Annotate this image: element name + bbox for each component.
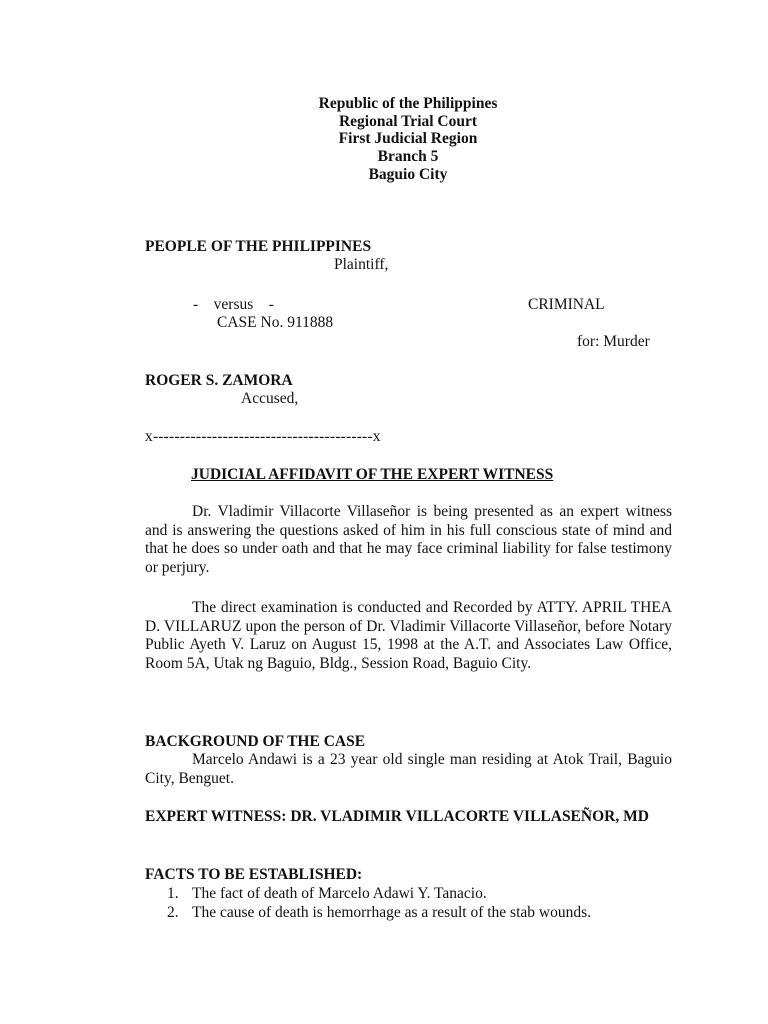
document-title: JUDICIAL AFFIDAVIT OF THE EXPERT WITNESS xyxy=(191,466,554,483)
header-city: Baguio City xyxy=(368,166,448,183)
list-item-number: 2. xyxy=(167,903,179,921)
expert-witness-heading: EXPERT WITNESS: DR. VLADIMIR VILLACORTE VILLASEÑOR, MD xyxy=(145,808,649,825)
accused-role: Accused, xyxy=(241,390,299,407)
list-item xyxy=(145,885,672,904)
list-item-text: The cause of death is hemorrhage as a result of the stab wounds. xyxy=(192,903,591,921)
list-item xyxy=(145,904,672,923)
examination-paragraph-text: The direct examination is conducted and Recorded by ATTY. APRIL THEA D. VILLARUZ upon the person of Dr. Vladimir Villacorte Villaseñor, before Notary Public Ayeth V. Laruz on August 15, 1998 at the A.T. and Associates Law Office, Room 5A, Utak ng Baguio, Bldg., Session Road, Baguio City. xyxy=(145,599,672,672)
versus-label: - versus - xyxy=(193,296,274,313)
background-text: Marcelo Andawi is a 23 year old single man residing at Atok Trail, Baguio City, Benguet. xyxy=(145,751,672,787)
accused-name: ROGER S. ZAMORA xyxy=(145,372,293,389)
criminal-label: CRIMINAL xyxy=(528,296,605,313)
facts-heading: FACTS TO BE ESTABLISHED: xyxy=(145,866,363,883)
header-branch: Branch 5 xyxy=(377,148,439,165)
header-court: Regional Trial Court xyxy=(338,113,478,130)
offense-label: for: Murder xyxy=(577,333,650,350)
caption-divider: x-----------------------------------------x xyxy=(145,428,381,445)
intro-paragraph xyxy=(145,503,672,577)
plaintiff-role: Plaintiff, xyxy=(334,256,389,273)
facts-list xyxy=(145,885,672,922)
background-heading: BACKGROUND OF THE CASE xyxy=(145,733,366,750)
header-republic: Republic of the Philippines xyxy=(318,95,498,112)
background-paragraph xyxy=(145,751,672,788)
intro-paragraph-text: Dr. Vladimir Villacorte Villaseñor is being presented as an expert witness and is answering the questions asked of him in his full conscious state of mind and that he does so under oath and that he may face criminal liability for false testimony or perjury. xyxy=(145,503,672,576)
plaintiff-name: PEOPLE OF THE PHILIPPINES xyxy=(145,238,372,255)
list-item-number: 1. xyxy=(167,885,179,902)
examination-paragraph xyxy=(145,599,672,673)
case-number: CASE No. 911888 xyxy=(217,314,334,331)
list-item-text: The fact of death of Marcelo Adawi Y. Tanacio. xyxy=(192,885,487,902)
header-region: First Judicial Region xyxy=(338,130,478,147)
